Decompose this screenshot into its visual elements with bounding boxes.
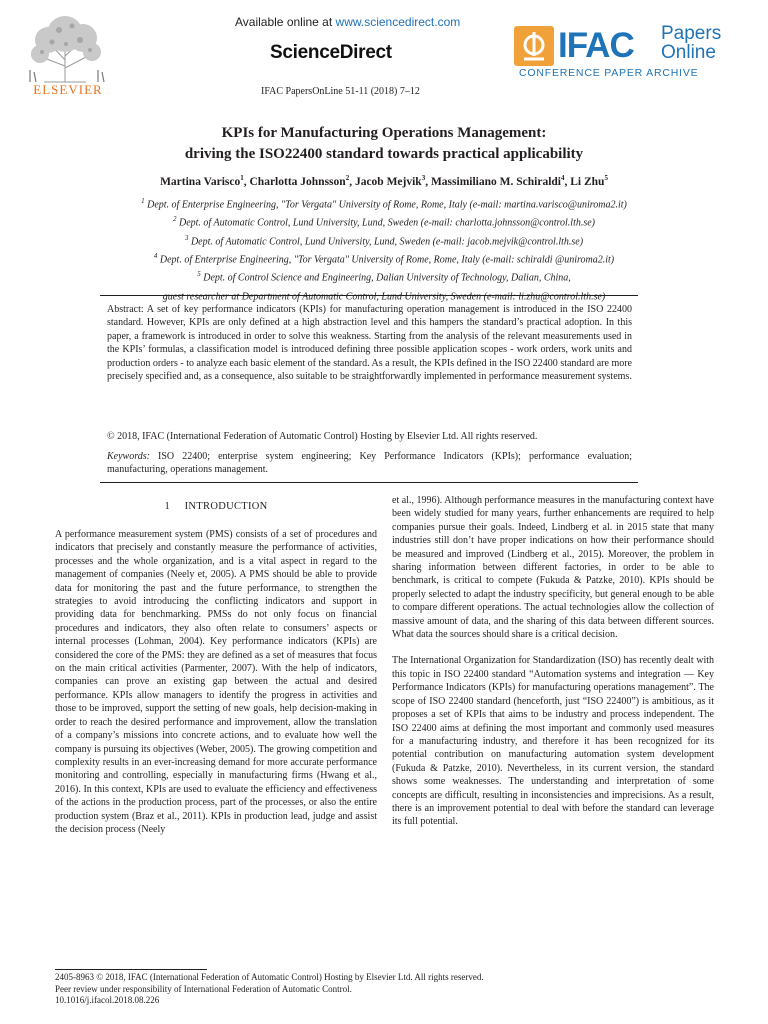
affiliation-text: Dept. of Enterprise Engineering, "Tor Vergata" University of Rome, Rome, Italy (e-mail: schiraldi @uniroma2.it) xyxy=(157,254,615,266)
author-name: Jacob Mejvik xyxy=(354,175,422,188)
ifac-papers-online xyxy=(661,24,721,62)
section-title: INTRODUCTION xyxy=(184,501,268,512)
section-number: 1 xyxy=(164,501,170,512)
left-column-paragraph: A performance measurement system (PMS) consists of a set of procedures and indicators that precisely and constantly measure the performance of activities, processes and the whole organization, and is a vital aspect in regard to the management of companies (Neely et, 2005). A PMS should be able to provide data for monitoring the past and the future performance, to strengthen the strategies to avoid introducing the conflicting indicators and support in providing data for benchmarking. PMSs do not only focus on financial procedures and indicators, they also often relate to consumers’ aspects or internal processes (Lohman, 2004). Key performance indicators (KPIs) are considered the core of the PMS: they are defined as a set of measures that focus on the main critical activities (Parmenter, 2007). With the help of indicators, companies can prove an existing gap between the actual and desired performance. KPIs allow managers to identify the progress in activities and those to be improved, support the setting of new goals, help decision-making in order to reach the desired performance and improvement, allow the translation of a company’s missions into concrete actions, and to evaluate how well the company is pursuing its objectives (Weber, 2005). The growing competition and complexity results in an ever-increasing demand for more accurate performance monitoring and controlling, especially in manufacturing firms (Hwang et al., 2016). In this context, KPIs are used to evaluate the efficiency and effectiveness of the actions in the production process, part of the processes, or also the entire production system (Braz et al., 2011). KPIs in production lead, judge and assist the decision process (Neely xyxy=(55,529,377,835)
affiliation-line xyxy=(0,194,768,212)
affiliation-line xyxy=(0,249,768,267)
sciencedirect-brand: ScienceDirect xyxy=(270,42,392,63)
author-affiliation-mark: 1 xyxy=(240,174,244,182)
availability-line xyxy=(235,15,460,29)
affiliation-mark: 2 xyxy=(172,215,177,224)
author-affiliation-mark: 3 xyxy=(421,174,426,182)
abstract: Abstract: A set of key performance indicators (KPIs) for manufacturing operation management is introduced in the ISO 22400 standard. However, KPIs are only defined at a high abstraction level and this hampers the standard’s practical adoption. In this paper, a framework is introduced in order to solve this weakness. Starting from the analysis of the relevant measurements used in the KPIs’ formulas, a classification model is introduced defining three possible application scopes - work orders, work units and production orders - to analyze each basic element of the standard. As a result, the KPIs defined in the ISO 22400 standard are more precisely specified and, as a consequence, also suitable to be straightforwardly implemented in performance measurement systems. xyxy=(107,304,632,383)
affiliation-text: guest researcher at Department of Automatic Control, Lund University, Sweden (e-mail: li.zhu@control.lth.se) xyxy=(162,290,606,302)
author-affiliation-mark: 2 xyxy=(345,174,350,182)
right-column-paragraph-1: et al., 1996). Although performance measures in the manufacturing context have been widely studied for many years, further enhancements are required to help companies pursue their goals. Indeed, Lindberg et al. in 2015 state that many industries still don’t have proper indications on how their performance should be measured and improved (Lindberg et al., 2015). Moreover, the problem in sharing information between different factories, in order to be able to benchmark, is critical to compete (Fukuda & Patzke, 2010). KPIs should be properly selected to adapt the industry specificity, but general enough to be able to compare different operations. The actual technologies allow the collection of massive amount of data, and the sharing of this data between different sources. What data the sources should share is a critical decision. xyxy=(392,495,714,641)
affiliation-mark: 4 xyxy=(153,251,158,260)
availability-prefix: Available online at xyxy=(235,15,336,29)
footer-issn-copyright: 2405-8963 © 2018, IFAC (International Federation of Automatic Control) Hosting by Elsevier Ltd. All rights reserved. xyxy=(55,972,484,982)
affiliation-mark: 5 xyxy=(197,270,201,279)
ifac-papers-word: Papers xyxy=(661,23,722,44)
ifac-papersonline-logo xyxy=(514,22,744,86)
author-affiliation-mark: 5 xyxy=(604,174,608,182)
affiliation-text: Dept. of Automatic Control, Lund University, Lund, Sweden (e-mail: jacob.mejvik@control.lth.se) xyxy=(188,235,584,247)
affiliation-line xyxy=(0,267,768,285)
affiliation-mark: 1 xyxy=(141,197,145,205)
abstract-top-rule xyxy=(100,295,638,296)
paper-title-line-2: driving the ISO22400 standard towards practical applicability xyxy=(184,146,584,162)
abstract-copyright: © 2018, IFAC (International Federation of Automatic Control) Hosting by Elsevier Ltd. All rights reserved. xyxy=(107,431,538,442)
ifac-archive-caption: CONFERENCE PAPER ARCHIVE xyxy=(519,67,699,79)
affiliation-text: Dept. of Enterprise Engineering, "Tor Vergata" University of Rome, Rome, Italy (e-mail: martina.varisco@uniroma2.it) xyxy=(144,199,627,211)
author-affiliation-mark: 4 xyxy=(560,174,565,182)
footer-rule xyxy=(55,969,207,970)
keywords-text: ISO 22400; enterprise system engineering; Key Performance Indicators (KPIs); performance evaluation; manufacturing, operations management. xyxy=(107,451,632,476)
section-heading xyxy=(55,501,377,512)
footer-peer-review: Peer review under responsibility of International Federation of Automatic Control. xyxy=(55,983,352,994)
ifac-emblem-icon xyxy=(514,26,554,66)
author-separator: , xyxy=(349,175,355,188)
affiliation-line xyxy=(0,212,768,230)
author-name: Charlotta Johnsson xyxy=(249,175,346,188)
sciencedirect-link[interactable]: www.sciencedirect.com xyxy=(335,15,461,29)
author-name: Massimiliano M. Schiraldi xyxy=(430,175,561,188)
author-name: Martina Varisco xyxy=(160,175,241,188)
footer xyxy=(55,972,484,1007)
affiliation-text: Dept. of Automatic Control, Lund University, Lund, Sweden (e-mail: charlotta.johnsson@control.lth.se) xyxy=(176,217,596,229)
left-column xyxy=(55,528,377,836)
ifac-online-word: Online xyxy=(661,42,716,63)
affiliation-text: Dept. of Control Science and Engineering, Dalian University of Technology, Dalian, China, xyxy=(200,272,571,284)
footer-doi: 10.1016/j.ifacol.2018.08.226 xyxy=(55,995,160,1005)
keywords xyxy=(107,450,632,477)
journal-reference: IFAC PapersOnLine 51-11 (2018) 7–12 xyxy=(261,86,420,97)
abstract-bottom-rule xyxy=(100,482,638,483)
author-separator: , xyxy=(243,175,250,188)
affiliations xyxy=(0,194,768,304)
author-separator: , xyxy=(425,175,431,188)
author-name: Li Zhu xyxy=(570,175,605,188)
author-list xyxy=(0,174,768,188)
affiliation-line xyxy=(0,231,768,249)
ifac-wordmark: IFAC xyxy=(558,26,634,65)
paper-title-line-1: KPIs for Manufacturing Operations Management: xyxy=(221,125,547,141)
keywords-label: Keywords: xyxy=(107,451,150,462)
right-column xyxy=(392,494,714,829)
publisher-logo-text: ELSEVIER xyxy=(33,82,103,97)
right-column-paragraph-2: The International Organization for Standardization (ISO) has recently dealt with this topic in ISO 22400 standard “Automation systems and integration — Key Performance Indicators (KPIs) for manufacturing operations management”. The scope of ISO 22400 standard (henceforth, just “ISO 22400”) is ambitious, as it proposes a set of KPIs that aims to be industry and process independent. The ISO 22400 aims at defining the most important and commonly used measures for a manufacturing industry, and therefore it has been recognized for its potential contribution on manufacturing automation system development (Fukuda & Patzke, 2010). Nevertheless, in its current version, the standard shows some weaknesses. The understanding and interpretation of some concepts are difficult, resulting in inconsistencies and imprecisions. As a result, there is an improvement potential to deal with before the standard can leverage its full potential. xyxy=(392,655,714,828)
author-separator: , xyxy=(564,175,571,188)
affiliation-mark: 3 xyxy=(184,233,189,242)
